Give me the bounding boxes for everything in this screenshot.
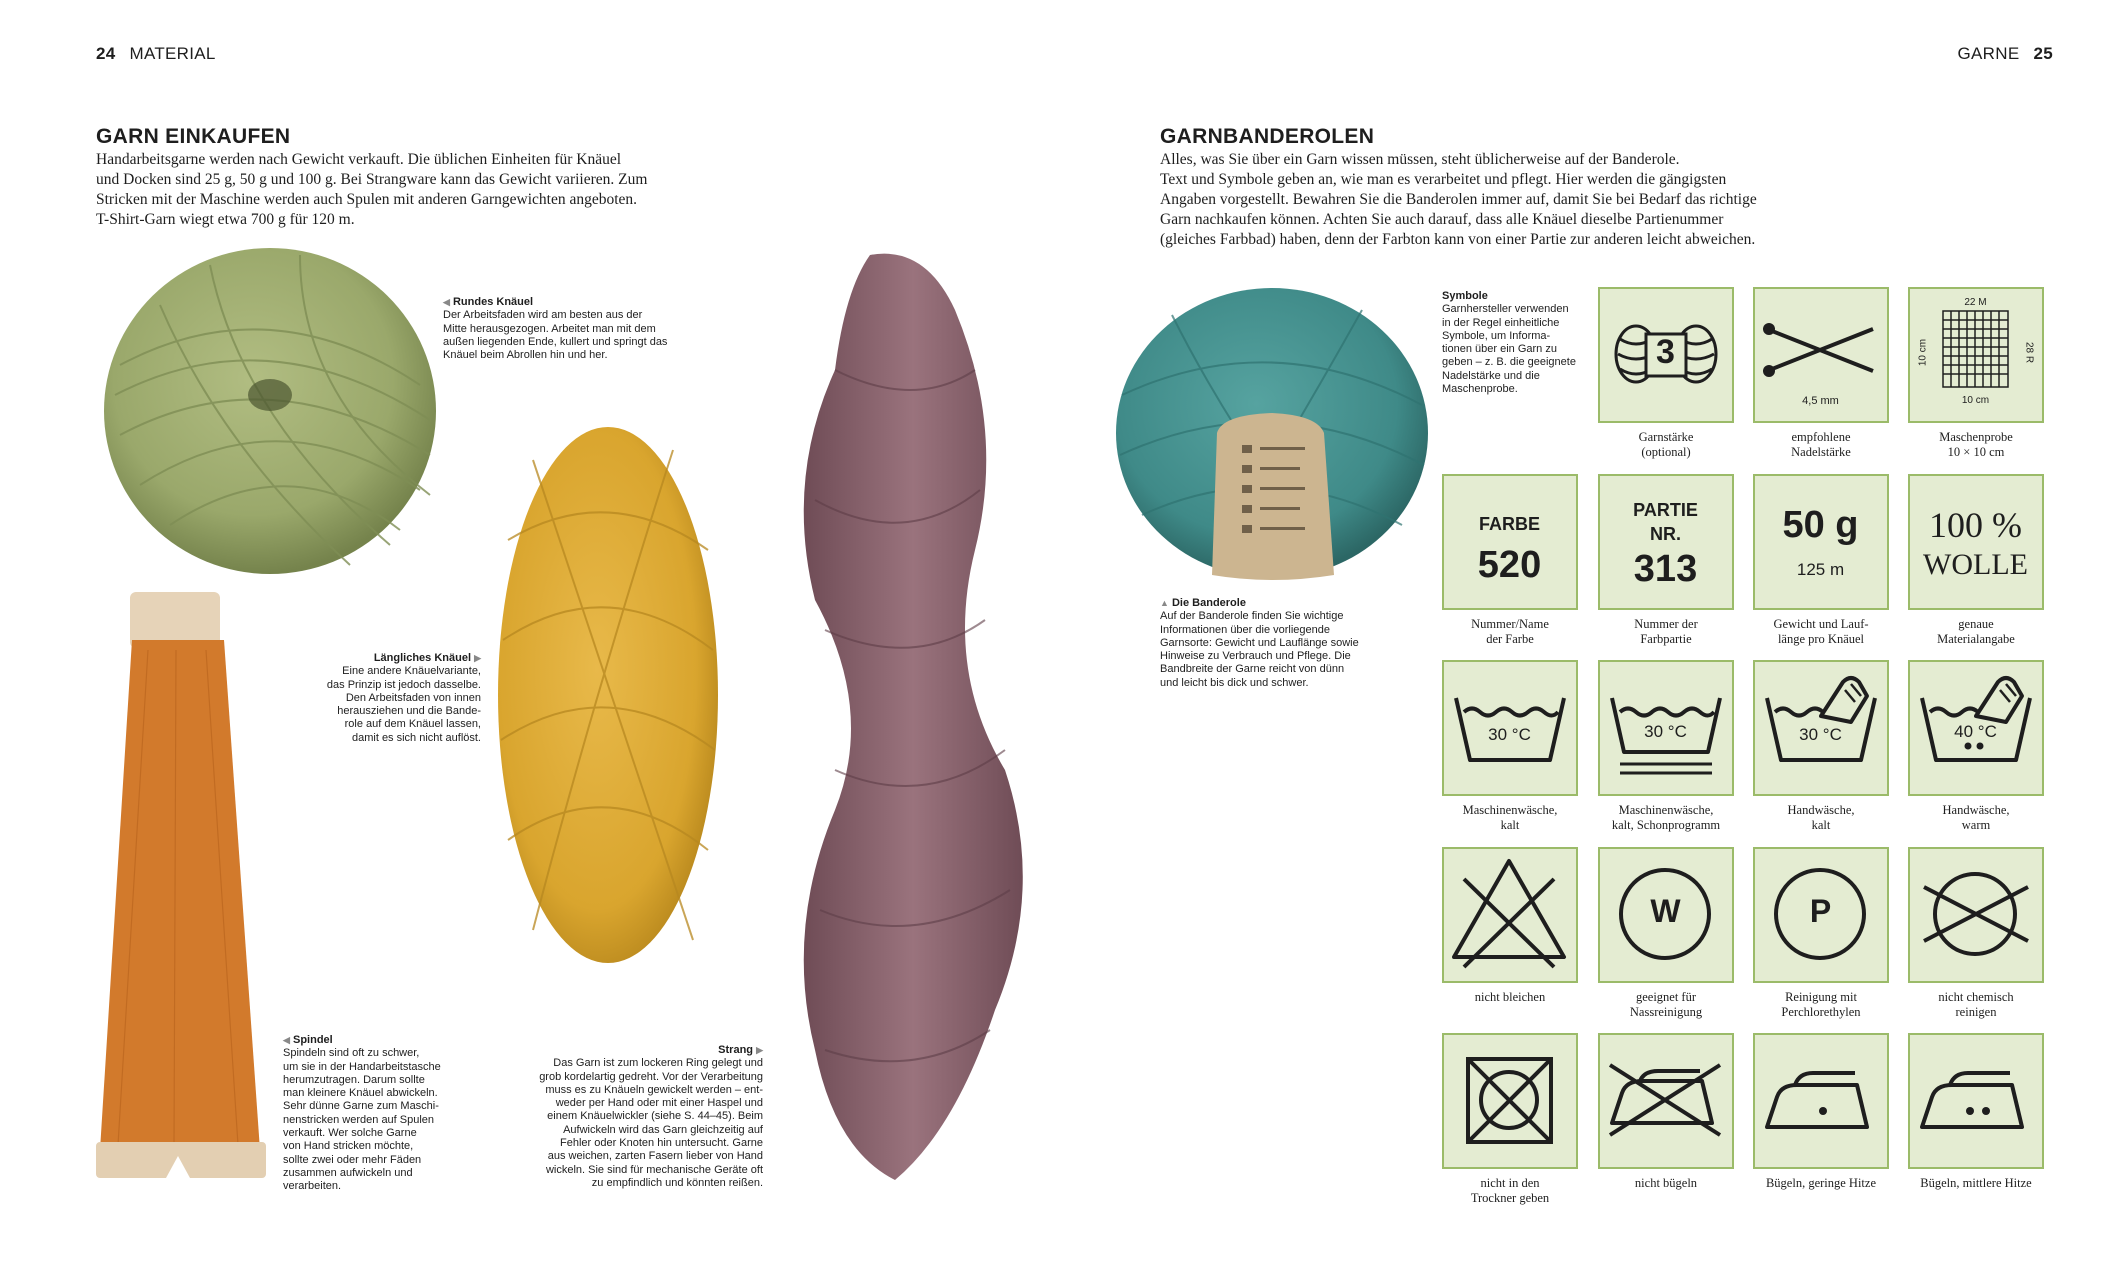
symbol-label-line: nicht bleichen bbox=[1474, 990, 1546, 1004]
symbol-label bbox=[1586, 1176, 1746, 1191]
caption-line: aus weichen, zarten Fasern lieber von Hand bbox=[547, 1150, 763, 1163]
no-dry-clean-symbol bbox=[1908, 847, 2044, 983]
caption-line: außen liegenden Ende, kullert und springt das bbox=[443, 335, 668, 348]
wash-temperature: 40 °C bbox=[1954, 722, 1997, 741]
symbol-label-line: Perchlorethylen bbox=[1781, 1004, 1861, 1019]
caption-line: muss es zu Knäueln gewickelt werden – ent- bbox=[545, 1083, 763, 1096]
material-symbol bbox=[1908, 474, 2044, 610]
symbol-label bbox=[1586, 990, 1746, 1019]
caption-line: herausziehen und die Bande- bbox=[337, 705, 481, 718]
caption-strang bbox=[505, 1044, 763, 1190]
symbol-label bbox=[1741, 430, 1901, 459]
caption-line: das Prinzip ist jedoch dasselbe. bbox=[326, 678, 481, 691]
left-section-title: MATERIAL bbox=[129, 44, 216, 63]
no-iron-symbol bbox=[1598, 1033, 1734, 1169]
symbol-label-line: Bügeln, geringe Hitze bbox=[1765, 1176, 1877, 1190]
caption-line: Knäuel beim Abrollen hin und her. bbox=[443, 349, 608, 362]
caption-spindel bbox=[283, 1034, 483, 1194]
symbol-label-line: Handwäsche, bbox=[1942, 803, 2010, 817]
triangle-right-icon: ▶ bbox=[474, 653, 481, 663]
symbol-label-line: genaue bbox=[1958, 617, 1994, 631]
caption-line: Spindeln sind oft zu schwer, bbox=[283, 1047, 420, 1060]
symbol-label bbox=[1741, 990, 1901, 1019]
symbol-label bbox=[1896, 1176, 2056, 1191]
symbol-label bbox=[1430, 1176, 1590, 1205]
needle-size-symbol bbox=[1753, 287, 1889, 423]
length-value: 125 m bbox=[1796, 560, 1845, 579]
yarn-weight-symbol bbox=[1598, 287, 1734, 423]
symbol-label-line: kalt bbox=[1811, 817, 1831, 832]
caption-line: herumzutragen. Darum sollte bbox=[283, 1073, 425, 1086]
caption-line: Garnhersteller verwenden bbox=[1442, 303, 1569, 316]
intro-line: Stricken mit der Maschine werden auch Spulen mit anderen Garngewichten angeboten. bbox=[96, 191, 638, 208]
caption-line: zusammen aufwickeln und bbox=[283, 1166, 413, 1179]
caption-line: in der Regel einheitliche bbox=[1442, 316, 1560, 329]
weight-value: 50 g bbox=[1782, 504, 1859, 546]
symbol-label-line: 10 × 10 cm bbox=[1947, 444, 2005, 459]
symbol-label-line: kalt, Schonprogramm bbox=[1611, 817, 1721, 832]
lot-number-symbol bbox=[1598, 474, 1734, 610]
right-page-number: 25 bbox=[2033, 44, 2053, 63]
farbe-label: FARBE bbox=[1478, 514, 1540, 534]
symbol-label bbox=[1586, 617, 1746, 646]
caption-line: role auf dem Knäuel lassen, bbox=[344, 718, 481, 731]
caption-line: verkauft. Wer solche Garne bbox=[283, 1127, 417, 1140]
caption-line: man kleinere Knäuel abwickeln. bbox=[283, 1087, 438, 1100]
perchlorethylene-symbol bbox=[1753, 847, 1889, 983]
intro-line: Handarbeitsgarne werden nach Gewicht verkauft. Die üblichen Einheiten für Knäuel bbox=[96, 151, 622, 168]
symbol-label bbox=[1741, 617, 1901, 646]
caption-line: Den Arbeitsfaden von innen bbox=[345, 691, 481, 704]
symbol-label-line: Garnstärke bbox=[1638, 430, 1694, 444]
caption-laengliches-knaeuel bbox=[240, 652, 481, 745]
wash-temperature: 30 °C bbox=[1799, 725, 1842, 744]
iron-medium-symbol bbox=[1908, 1033, 2044, 1169]
caption-line: und leicht bis dick und schwer. bbox=[1160, 676, 1309, 689]
symbol-label-line: nicht bügeln bbox=[1634, 1176, 1698, 1190]
symbol-label bbox=[1896, 617, 2056, 646]
partie-label: PARTIE bbox=[1633, 500, 1698, 520]
no-bleach-symbol bbox=[1442, 847, 1578, 983]
caption-banderole bbox=[1160, 597, 1400, 690]
caption-line: Maschenprobe. bbox=[1442, 383, 1518, 396]
gauge-number: 3 bbox=[1656, 333, 1675, 371]
hand-wash-cold-symbol bbox=[1753, 660, 1889, 796]
caption-line: um sie in der Handarbeitstasche bbox=[283, 1060, 441, 1073]
hand-wash-warm-symbol bbox=[1908, 660, 2044, 796]
symbol-label-line: nicht in den bbox=[1480, 1176, 1540, 1190]
intro-line: Alles, was Sie über ein Garn wissen müssen, steht üblicherweise auf der Banderole. bbox=[1160, 151, 1680, 168]
caption-line: grob kordelartig gedreht. Vor der Verarbeitung bbox=[539, 1070, 763, 1083]
caption-line: Symbole, um Informa- bbox=[1442, 329, 1551, 342]
symbol-label-line: geeignet für bbox=[1635, 990, 1697, 1004]
caption-line: Informationen über die vorliegende bbox=[1160, 623, 1331, 636]
hank-image bbox=[775, 250, 1035, 1185]
caption-line: Bandbreite der Garne reicht von dünn bbox=[1160, 663, 1345, 676]
intro-line: Text und Symbole geben an, wie man es verarbeitet und pflegt. Hier werden die gängigsten bbox=[1160, 171, 1727, 188]
symbol-label bbox=[1430, 803, 1590, 832]
caption-line: einem Knäuelwickler (siehe S. 44–45). Beim bbox=[547, 1110, 763, 1123]
symbol-label bbox=[1430, 990, 1590, 1005]
wash-temperature: 30 °C bbox=[1644, 722, 1687, 741]
right-intro bbox=[1160, 150, 2060, 250]
wool-label: WOLLE bbox=[1923, 548, 2028, 581]
swatch-rows: 28 R bbox=[2023, 341, 2035, 364]
symbol-label-line: empfohlene bbox=[1791, 430, 1851, 444]
caption-line: Garnsorte: Gewicht und Lauflänge sowie bbox=[1160, 636, 1359, 649]
symbol-label bbox=[1586, 803, 1746, 832]
caption-line: geben – z. B. die geeignete bbox=[1442, 356, 1576, 369]
left-page-number: 24 bbox=[96, 44, 116, 63]
caption-line: wickeln. Sie sind für mechanische Geräte oft bbox=[545, 1163, 763, 1176]
caption-line: Mitte herausgezogen. Arbeitet man mit dem bbox=[443, 322, 656, 335]
round-yarn-ball-image bbox=[100, 245, 440, 580]
caption-title: Symbole bbox=[1442, 290, 1488, 302]
symbol-label-line: nicht chemisch bbox=[1938, 990, 2014, 1004]
triangle-left-icon: ◀ bbox=[283, 1035, 290, 1045]
right-section-title: GARNE bbox=[1957, 44, 2020, 63]
caption-line: Nadelstärke und die bbox=[1442, 369, 1540, 382]
right-heading: GARNBANDEROLEN bbox=[1160, 125, 1375, 148]
caption-line: Aufwickeln wird das Garn gleichzeitig auf bbox=[563, 1123, 763, 1136]
left-running-head bbox=[96, 44, 216, 64]
caption-line: zu empfindlich und könnten reißen. bbox=[591, 1176, 763, 1189]
caption-line: Hinweise zu Verbrauch und Pflege. Die bbox=[1160, 650, 1351, 663]
symbol-label-line: Nummer der bbox=[1634, 617, 1698, 631]
intro-line: T-Shirt-Garn wiegt etwa 700 g für 120 m. bbox=[96, 211, 355, 228]
intro-line: und Docken sind 25 g, 50 g und 100 g. Bei Strangware kann das Gewicht variieren. Zum bbox=[96, 171, 648, 188]
symbol-label-line: Materialangabe bbox=[1937, 631, 2015, 646]
crossed-iron-icon bbox=[1600, 1035, 1731, 1166]
partie-nr-label: NR. bbox=[1650, 524, 1681, 544]
symbol-label bbox=[1896, 990, 2056, 1019]
intro-line: (gleiches Farbbad) haben, denn der Farbton kann von einer Partie zur anderen leicht abweichen. bbox=[1160, 231, 1756, 248]
symbol-label-line: warm bbox=[1961, 817, 1991, 832]
caption-line: weder per Hand oder mit einer Haspel und bbox=[555, 1097, 763, 1110]
iron-low-symbol bbox=[1753, 1033, 1889, 1169]
no-tumble-dry-symbol bbox=[1442, 1033, 1578, 1169]
symbol-label-line: Nassreinigung bbox=[1629, 1004, 1703, 1019]
swatch-height: 10 cm bbox=[1917, 338, 1929, 367]
symbol-label-line: Maschinenwäsche, bbox=[1618, 803, 1714, 817]
farbe-value: 520 bbox=[1477, 544, 1542, 586]
caption-line: von Hand stricken möchte, bbox=[283, 1140, 414, 1153]
swatch-stitches: 22 M bbox=[1964, 297, 1987, 308]
crossed-dryer-icon bbox=[1444, 1035, 1575, 1166]
caption-line: verarbeiten. bbox=[283, 1180, 342, 1193]
triangle-right-icon: ▶ bbox=[756, 1045, 763, 1055]
symbol-label-line: Nadelstärke bbox=[1791, 444, 1851, 459]
caption-line: Auf der Banderole finden Sie wichtige bbox=[1160, 610, 1344, 623]
symbol-label bbox=[1741, 1176, 1901, 1191]
oblong-yarn-ball-image bbox=[493, 420, 723, 970]
symbol-label-line: Reinigung mit bbox=[1785, 990, 1857, 1004]
intro-line: Angaben vorgestellt. Bewahren Sie die Banderolen immer auf, damit Sie bei Bedarf das richtige bbox=[1160, 191, 1757, 208]
symbol-label-line: Handwäsche, bbox=[1787, 803, 1855, 817]
color-number-symbol bbox=[1442, 474, 1578, 610]
caption-title: Rundes Knäuel bbox=[452, 296, 534, 308]
symbol-label bbox=[1896, 430, 2056, 459]
left-intro bbox=[96, 150, 776, 230]
caption-line: Fehler oder Knoten hin untersucht. Garne bbox=[559, 1137, 763, 1150]
caption-title: Längliches Knäuel bbox=[373, 652, 472, 664]
symbol-label bbox=[1586, 430, 1746, 459]
symbol-label-line: Farbpartie bbox=[1640, 631, 1692, 646]
symbol-label bbox=[1430, 617, 1590, 646]
machine-wash-gentle-symbol bbox=[1598, 660, 1734, 796]
crossed-circle-icon bbox=[1910, 849, 2041, 980]
symbol-label-line: Trockner geben bbox=[1470, 1190, 1550, 1205]
symbol-label-line: reinigen bbox=[1955, 1004, 1997, 1019]
symbol-label bbox=[1896, 803, 2056, 832]
caption-title: Die Banderole bbox=[1171, 597, 1246, 609]
caption-line: tionen über ein Garn zu bbox=[1442, 343, 1557, 356]
symbol-label-line: Bügeln, mittlere Hitze bbox=[1920, 1176, 2032, 1190]
intro-line: Garn nachkaufen können. Achten Sie auch darauf, dass alle Knäuel dieselbe Partienummer bbox=[1160, 211, 1724, 228]
symbol-label-line: kalt bbox=[1500, 817, 1520, 832]
weight-length-symbol bbox=[1753, 474, 1889, 610]
caption-line: Eine andere Knäuelvariante, bbox=[342, 665, 481, 678]
iron-icon bbox=[1755, 1035, 1886, 1166]
wash-temperature: 30 °C bbox=[1488, 725, 1531, 744]
caption-line: sollte zwei oder mehr Fäden bbox=[283, 1153, 422, 1166]
symbol-label-line: länge pro Knäuel bbox=[1777, 631, 1865, 646]
iron-icon bbox=[1910, 1035, 2041, 1166]
crossed-triangle-icon bbox=[1444, 849, 1575, 980]
machine-wash-cold-symbol bbox=[1442, 660, 1578, 796]
dry-clean-letter: P bbox=[1809, 893, 1832, 929]
caption-symbole bbox=[1442, 290, 1592, 396]
triangle-left-icon: ◀ bbox=[443, 297, 450, 307]
symbol-label-line: Maschenprobe bbox=[1939, 430, 2013, 444]
triangle-up-icon: ▲ bbox=[1160, 598, 1169, 608]
right-running-head bbox=[1958, 44, 2053, 64]
caption-line: Der Arbeitsfaden wird am besten aus der bbox=[443, 309, 643, 322]
yarn-ball-with-banderole-image bbox=[1112, 285, 1432, 585]
wet-cleaning-symbol bbox=[1598, 847, 1734, 983]
caption-line: Das Garn ist zum lockeren Ring gelegt und bbox=[553, 1057, 763, 1070]
caption-line: damit es sich nicht auflöst. bbox=[351, 731, 481, 744]
symbol-label-line: (optional) bbox=[1641, 444, 1691, 459]
caption-title: Spindel bbox=[292, 1034, 333, 1046]
symbol-label-line: der Farbe bbox=[1486, 631, 1534, 646]
caption-title: Strang bbox=[718, 1044, 754, 1056]
caption-line: nenstricken werden auf Spulen bbox=[283, 1113, 435, 1126]
needle-size-value: 4,5 mm bbox=[1802, 395, 1839, 407]
gauge-swatch-symbol bbox=[1908, 287, 2044, 423]
partie-value: 313 bbox=[1633, 548, 1698, 590]
swatch-width: 10 cm bbox=[1961, 395, 1990, 406]
wet-clean-letter: W bbox=[1650, 893, 1681, 929]
symbol-label-line: Gewicht und Lauf- bbox=[1773, 617, 1869, 631]
left-heading: GARN EINKAUFEN bbox=[96, 125, 291, 148]
symbol-label bbox=[1741, 803, 1901, 832]
caption-rundes-knaeuel bbox=[443, 296, 703, 362]
symbol-label-line: Nummer/Name bbox=[1471, 617, 1549, 631]
caption-line: Sehr dünne Garne zum Maschi- bbox=[283, 1100, 439, 1113]
wool-percent: 100 % bbox=[1929, 505, 2022, 545]
symbol-label-line: Maschinenwäsche, bbox=[1462, 803, 1558, 817]
